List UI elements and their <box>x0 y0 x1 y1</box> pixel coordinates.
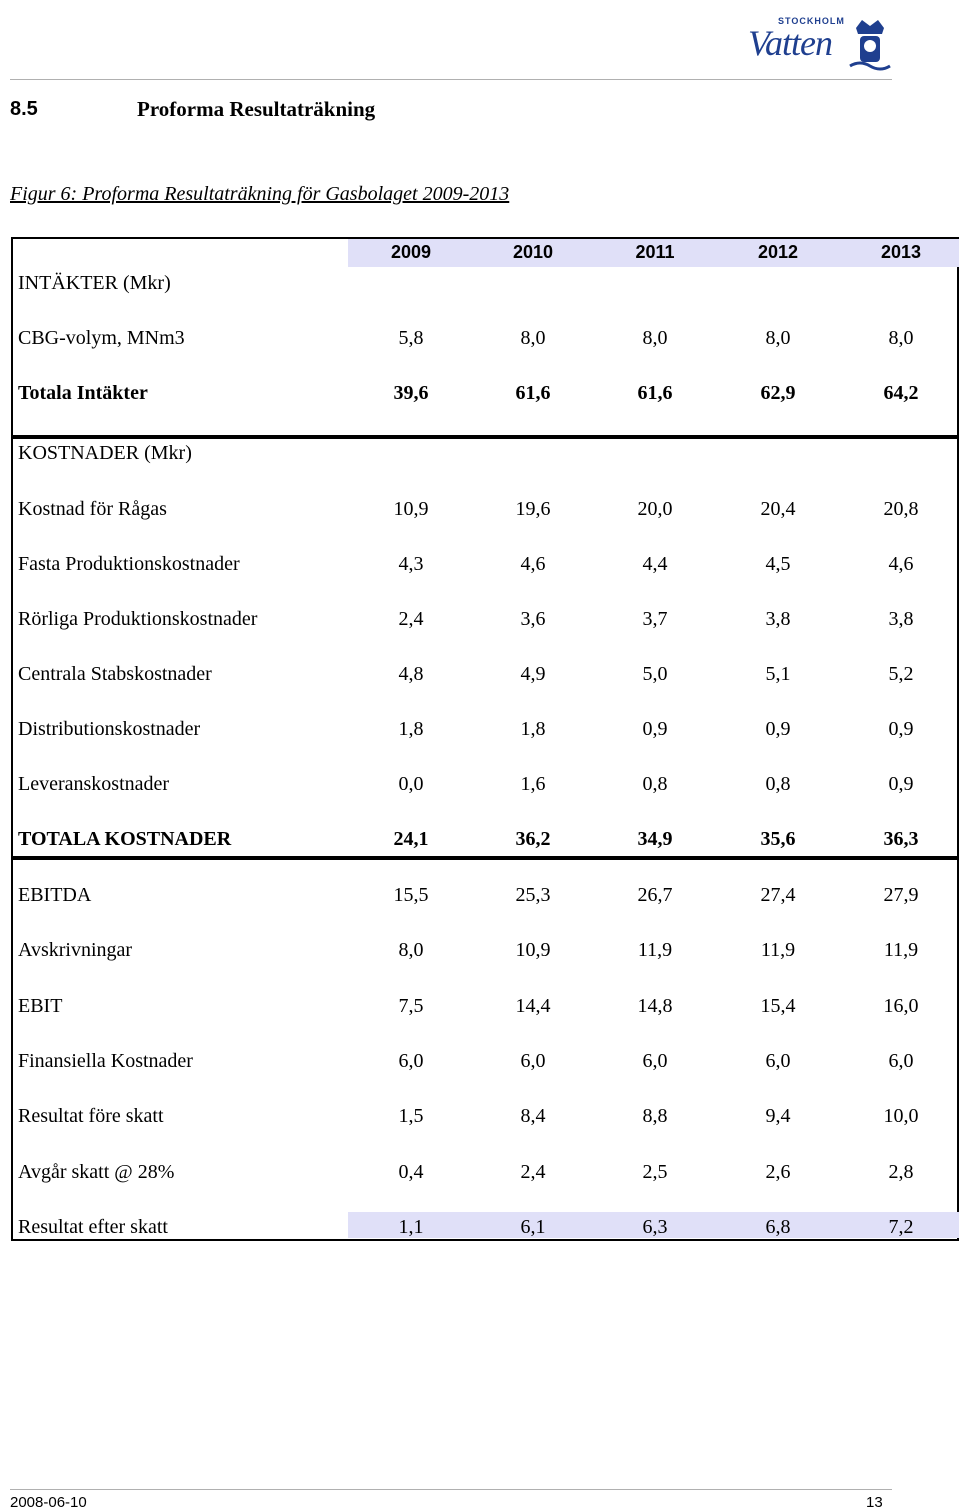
section-title: Proforma Resultaträkning <box>137 97 376 121</box>
cell-2010: 14,4 <box>515 994 551 1017</box>
cell-2011: 0,8 <box>642 773 668 795</box>
cell-2010: 25,3 <box>515 884 551 906</box>
row-label: Rörliga Produktionskostnader <box>18 608 258 630</box>
cell-2011: 11,9 <box>637 939 673 962</box>
year-header-2013: 2013 <box>880 242 922 262</box>
cell-2009: 39,6 <box>393 382 429 404</box>
cell-2013: 2,8 <box>888 1160 914 1183</box>
cell-2012: 6,8 <box>765 1215 791 1238</box>
cell-2011: 2,5 <box>642 1160 668 1183</box>
table-row <box>13 875 957 915</box>
cell-2013: 3,8 <box>888 608 914 630</box>
year-header-2011: 2011 <box>635 242 675 262</box>
stockholm-vatten-logo <box>748 16 898 78</box>
cell-2011: 3,7 <box>642 608 668 630</box>
cell-2009: 2,4 <box>398 608 424 630</box>
table-row <box>13 373 957 413</box>
cell-2011: 0,9 <box>642 718 668 740</box>
cell-2012: 2,6 <box>765 1160 791 1183</box>
cell-2012: 0,9 <box>765 718 791 740</box>
cell-2011: 61,6 <box>637 382 673 404</box>
table-row <box>13 819 957 859</box>
cell-2010: 1,8 <box>520 718 546 740</box>
figure-caption: Figur 6: Proforma Resultaträkning för Gasbolaget 2009-2013 <box>10 183 510 205</box>
section-separator <box>13 856 957 860</box>
cell-2013: 20,8 <box>883 498 919 520</box>
cell-2009: 5,8 <box>398 327 424 349</box>
cell-2013: 7,2 <box>888 1215 914 1238</box>
cell-2012: 9,4 <box>765 1105 791 1128</box>
table-row <box>13 930 957 970</box>
cell-2011: 8,8 <box>642 1105 668 1128</box>
table-row <box>13 1152 957 1192</box>
cost-section-header <box>13 433 957 473</box>
cell-2010: 3,6 <box>520 608 546 630</box>
footer-rule <box>10 1489 892 1490</box>
row-label: Avgår skatt @ 28% <box>18 1160 175 1183</box>
row-label: Totala Intäkter <box>18 382 148 404</box>
cell-2010: 4,6 <box>520 553 546 575</box>
cell-2012: 4,5 <box>765 553 791 575</box>
cell-2011: 6,0 <box>642 1049 668 1072</box>
crown-emblem-icon <box>848 18 892 74</box>
row-label: EBITDA <box>18 884 92 906</box>
row-label: Avskrivningar <box>18 939 133 962</box>
row-label: CBG-volym, MNm3 <box>18 327 185 349</box>
cell-2013: 36,3 <box>883 828 919 850</box>
cell-2012: 15,4 <box>760 994 796 1017</box>
cell-2013: 64,2 <box>883 382 919 404</box>
cell-2011: 34,9 <box>637 828 673 850</box>
table-row <box>13 654 957 694</box>
cell-2010: 36,2 <box>515 828 551 850</box>
year-header-2012: 2012 <box>757 242 799 262</box>
table-row <box>13 1041 957 1081</box>
cell-2010: 8,0 <box>520 327 546 349</box>
cell-2011: 4,4 <box>642 553 668 575</box>
row-label: EBIT <box>18 994 63 1017</box>
cell-2013: 27,9 <box>883 884 919 906</box>
section-number: 8.5 <box>10 98 38 120</box>
table-row <box>13 599 957 639</box>
cell-2012: 0,8 <box>765 773 791 795</box>
cell-2012: 20,4 <box>760 498 796 520</box>
cell-2010: 61,6 <box>515 382 551 404</box>
table-row <box>13 709 957 749</box>
row-label: Leveranskostnader <box>18 773 170 795</box>
table-row <box>13 986 957 1026</box>
revenue-header-label: INTÄKTER (Mkr) <box>18 272 171 294</box>
row-label: Distributionskostnader <box>18 718 201 740</box>
cell-2010: 4,9 <box>520 663 546 685</box>
row-label: Fasta Produktionskostnader <box>18 553 240 575</box>
cell-2009: 10,9 <box>393 498 429 520</box>
row-label: Centrala Stabskostnader <box>18 663 212 685</box>
year-header-2010: 2010 <box>512 242 554 262</box>
cell-2009: 4,8 <box>398 663 424 685</box>
cell-2010: 2,4 <box>520 1160 546 1183</box>
cell-2010: 19,6 <box>515 498 551 520</box>
logo-brand: Vatten <box>748 23 832 63</box>
cell-2009: 1,1 <box>398 1215 424 1238</box>
cell-2010: 6,1 <box>520 1215 546 1238</box>
cell-2009: 8,0 <box>398 939 424 962</box>
table-row <box>13 318 957 358</box>
cell-2011: 5,0 <box>642 663 668 685</box>
page-number: 13 <box>866 1494 883 1511</box>
cell-2011: 6,3 <box>642 1215 668 1238</box>
cell-2013: 4,6 <box>888 553 914 575</box>
cell-2010: 8,4 <box>520 1105 546 1128</box>
table-row <box>13 489 957 529</box>
cell-2012: 62,9 <box>760 382 796 404</box>
cell-2012: 27,4 <box>760 884 796 906</box>
row-label: Resultat efter skatt <box>18 1215 168 1238</box>
revenue-section-header <box>13 263 957 303</box>
cell-2011: 20,0 <box>637 498 673 520</box>
row-label: TOTALA KOSTNADER <box>18 828 232 850</box>
footer-date: 2008-06-10 <box>10 1494 87 1511</box>
cost-header-label: KOSTNADER (Mkr) <box>18 442 192 464</box>
cell-2013: 0,9 <box>888 773 914 795</box>
cell-2012: 8,0 <box>765 327 791 349</box>
cell-2009: 4,3 <box>398 553 424 575</box>
cell-2010: 10,9 <box>515 939 551 962</box>
cell-2009: 15,5 <box>393 884 429 906</box>
cell-2013: 6,0 <box>888 1049 914 1072</box>
cell-2013: 16,0 <box>883 994 919 1017</box>
logo-city: STOCKHOLM <box>778 16 845 26</box>
cell-2011: 14,8 <box>637 994 673 1017</box>
cell-2013: 0,9 <box>888 718 914 740</box>
header-rule <box>10 79 892 80</box>
cell-2009: 1,8 <box>398 718 424 740</box>
table-row <box>13 1207 957 1247</box>
cell-2009: 6,0 <box>398 1049 424 1072</box>
year-header-2009: 2009 <box>390 242 432 262</box>
cell-2009: 24,1 <box>393 828 429 850</box>
table-row <box>13 764 957 804</box>
cell-2013: 8,0 <box>888 327 914 349</box>
cell-2009: 0,4 <box>398 1160 424 1183</box>
cell-2012: 6,0 <box>765 1049 791 1072</box>
cell-2011: 26,7 <box>637 884 673 906</box>
table-row <box>13 544 957 584</box>
cell-2012: 35,6 <box>760 828 796 850</box>
row-label: Finansiella Kostnader <box>18 1049 193 1072</box>
cell-2013: 11,9 <box>883 939 919 962</box>
cell-2013: 5,2 <box>888 663 914 685</box>
cell-2010: 1,6 <box>520 773 546 795</box>
cell-2012: 11,9 <box>760 939 796 962</box>
table-row <box>13 1096 957 1136</box>
row-label: Resultat före skatt <box>18 1105 164 1128</box>
cell-2010: 6,0 <box>520 1049 546 1072</box>
cell-2009: 1,5 <box>398 1105 424 1128</box>
cell-2012: 3,8 <box>765 608 791 630</box>
cell-2009: 0,0 <box>398 773 424 795</box>
row-label: Kostnad för Rågas <box>18 498 167 520</box>
cell-2012: 5,1 <box>765 663 791 685</box>
income-statement-table <box>11 237 959 1241</box>
cell-2009: 7,5 <box>398 994 424 1017</box>
cell-2011: 8,0 <box>642 327 668 349</box>
cell-2013: 10,0 <box>883 1105 919 1128</box>
